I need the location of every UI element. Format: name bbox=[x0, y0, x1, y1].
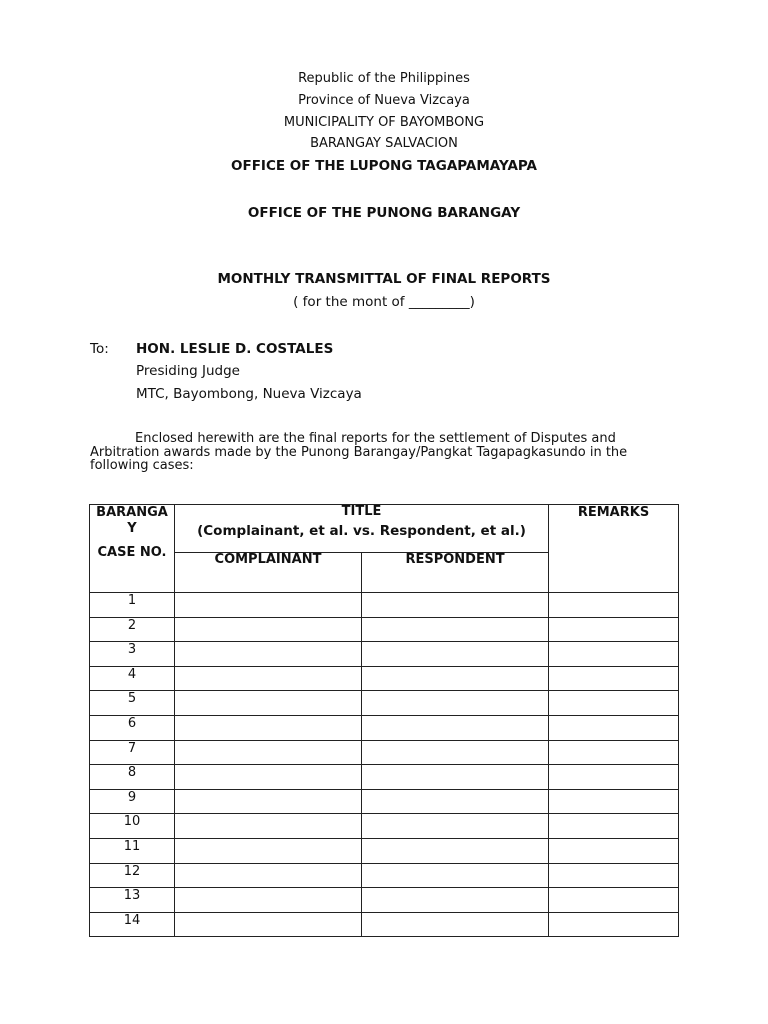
table-row bbox=[90, 789, 679, 814]
office-lupong-heading: OFFICE OF THE LUPONG TAGAPAMAYAPA bbox=[231, 158, 537, 174]
case-number-cell: 2 bbox=[90, 617, 175, 642]
respondent-cell[interactable] bbox=[362, 789, 549, 814]
table-row bbox=[90, 740, 679, 765]
case-number-cell: 13 bbox=[90, 888, 175, 913]
case-number-cell: 4 bbox=[90, 666, 175, 691]
complainant-cell[interactable] bbox=[175, 838, 362, 863]
header-province: Province of Nueva Vizcaya bbox=[298, 93, 470, 108]
case-number-cell: 3 bbox=[90, 642, 175, 667]
table-row bbox=[90, 912, 679, 937]
complainant-cell[interactable] bbox=[175, 765, 362, 790]
remarks-cell[interactable] bbox=[549, 838, 679, 863]
complainant-cell[interactable] bbox=[175, 912, 362, 937]
remarks-cell[interactable] bbox=[549, 715, 679, 740]
complainant-cell[interactable] bbox=[175, 617, 362, 642]
respondent-cell[interactable] bbox=[362, 765, 549, 790]
case-header-line2: Y bbox=[127, 521, 137, 536]
remarks-cell[interactable] bbox=[549, 912, 679, 937]
respondent-cell[interactable] bbox=[362, 642, 549, 667]
header-municipality: MUNICIPALITY OF BAYOMBONG bbox=[283, 115, 485, 130]
table-row bbox=[90, 888, 679, 913]
remarks-cell[interactable] bbox=[549, 863, 679, 888]
table-row bbox=[90, 715, 679, 740]
complainant-cell[interactable] bbox=[175, 666, 362, 691]
complainant-cell[interactable] bbox=[175, 691, 362, 716]
respondent-cell[interactable] bbox=[362, 666, 549, 691]
respondent-cell[interactable] bbox=[362, 617, 549, 642]
respondent-cell[interactable] bbox=[362, 814, 549, 839]
case-number-cell: 10 bbox=[90, 814, 175, 839]
respondent-cell[interactable] bbox=[362, 715, 549, 740]
complainant-cell[interactable] bbox=[175, 642, 362, 667]
table-row bbox=[90, 642, 679, 667]
remarks-cell[interactable] bbox=[549, 617, 679, 642]
remarks-cell[interactable] bbox=[549, 789, 679, 814]
body-paragraph: Enclosed herewith are the final reports for the settlement of Disputes and Arbitration awards made by the Punong Barangay/Pangkat Tagapagkasundo in the following cases: bbox=[90, 431, 628, 473]
title-header-label: TITLE bbox=[341, 504, 382, 519]
case-number-cell: 9 bbox=[90, 789, 175, 814]
table-row bbox=[90, 691, 679, 716]
respondent-header: RESPONDENT bbox=[362, 553, 549, 593]
remarks-cell[interactable] bbox=[549, 814, 679, 839]
complainant-header: COMPLAINANT bbox=[175, 553, 362, 593]
case-number-cell: 5 bbox=[90, 691, 175, 716]
table-row bbox=[90, 838, 679, 863]
table-row bbox=[90, 765, 679, 790]
complainant-cell[interactable] bbox=[175, 888, 362, 913]
case-number-header bbox=[90, 505, 175, 593]
table-row bbox=[90, 617, 679, 642]
addressee-office: MTC, Bayombong, Nueva Vizcaya bbox=[136, 386, 362, 402]
case-number-cell: 1 bbox=[90, 593, 175, 618]
case-number-cell: 8 bbox=[90, 765, 175, 790]
title-subheader: (Complainant, et al. vs. Respondent, et al.) bbox=[197, 523, 526, 539]
respondent-cell[interactable] bbox=[362, 838, 549, 863]
case-number-cell: 14 bbox=[90, 912, 175, 937]
remarks-cell[interactable] bbox=[549, 740, 679, 765]
header-republic: Republic of the Philippines bbox=[298, 71, 470, 86]
to-label: To: bbox=[90, 341, 109, 357]
remarks-header: REMARKS bbox=[549, 505, 679, 593]
addressee-name: HON. LESLIE D. COSTALES bbox=[136, 341, 334, 357]
case-header-line1: BARANGA bbox=[96, 505, 168, 520]
respondent-cell[interactable] bbox=[362, 888, 549, 913]
case-header-line3: CASE NO. bbox=[97, 545, 167, 560]
remarks-cell[interactable] bbox=[549, 642, 679, 667]
table-row bbox=[90, 593, 679, 618]
cases-table bbox=[89, 504, 679, 937]
respondent-cell[interactable] bbox=[362, 912, 549, 937]
respondent-cell[interactable] bbox=[362, 691, 549, 716]
report-title: MONTHLY TRANSMITTAL OF FINAL REPORTS bbox=[217, 271, 551, 287]
complainant-cell[interactable] bbox=[175, 593, 362, 618]
remarks-cell[interactable] bbox=[549, 888, 679, 913]
complainant-cell[interactable] bbox=[175, 789, 362, 814]
respondent-cell[interactable] bbox=[362, 593, 549, 618]
case-number-cell: 6 bbox=[90, 715, 175, 740]
remarks-cell[interactable] bbox=[549, 765, 679, 790]
title-header bbox=[175, 505, 549, 553]
report-month-line: ( for the mont of _________) bbox=[293, 294, 475, 310]
addressee-position: Presiding Judge bbox=[136, 363, 240, 379]
complainant-cell[interactable] bbox=[175, 863, 362, 888]
header-barangay: BARANGAY SALVACION bbox=[310, 136, 458, 151]
case-number-cell: 12 bbox=[90, 863, 175, 888]
complainant-cell[interactable] bbox=[175, 740, 362, 765]
table-row bbox=[90, 863, 679, 888]
table-row bbox=[90, 814, 679, 839]
respondent-cell[interactable] bbox=[362, 863, 549, 888]
complainant-cell[interactable] bbox=[175, 715, 362, 740]
remarks-cell[interactable] bbox=[549, 593, 679, 618]
remarks-cell[interactable] bbox=[549, 691, 679, 716]
case-number-cell: 7 bbox=[90, 740, 175, 765]
remarks-cell[interactable] bbox=[549, 666, 679, 691]
complainant-cell[interactable] bbox=[175, 814, 362, 839]
office-punong-heading: OFFICE OF THE PUNONG BARANGAY bbox=[247, 205, 521, 221]
table-row bbox=[90, 666, 679, 691]
respondent-cell[interactable] bbox=[362, 740, 549, 765]
case-number-cell: 11 bbox=[90, 838, 175, 863]
